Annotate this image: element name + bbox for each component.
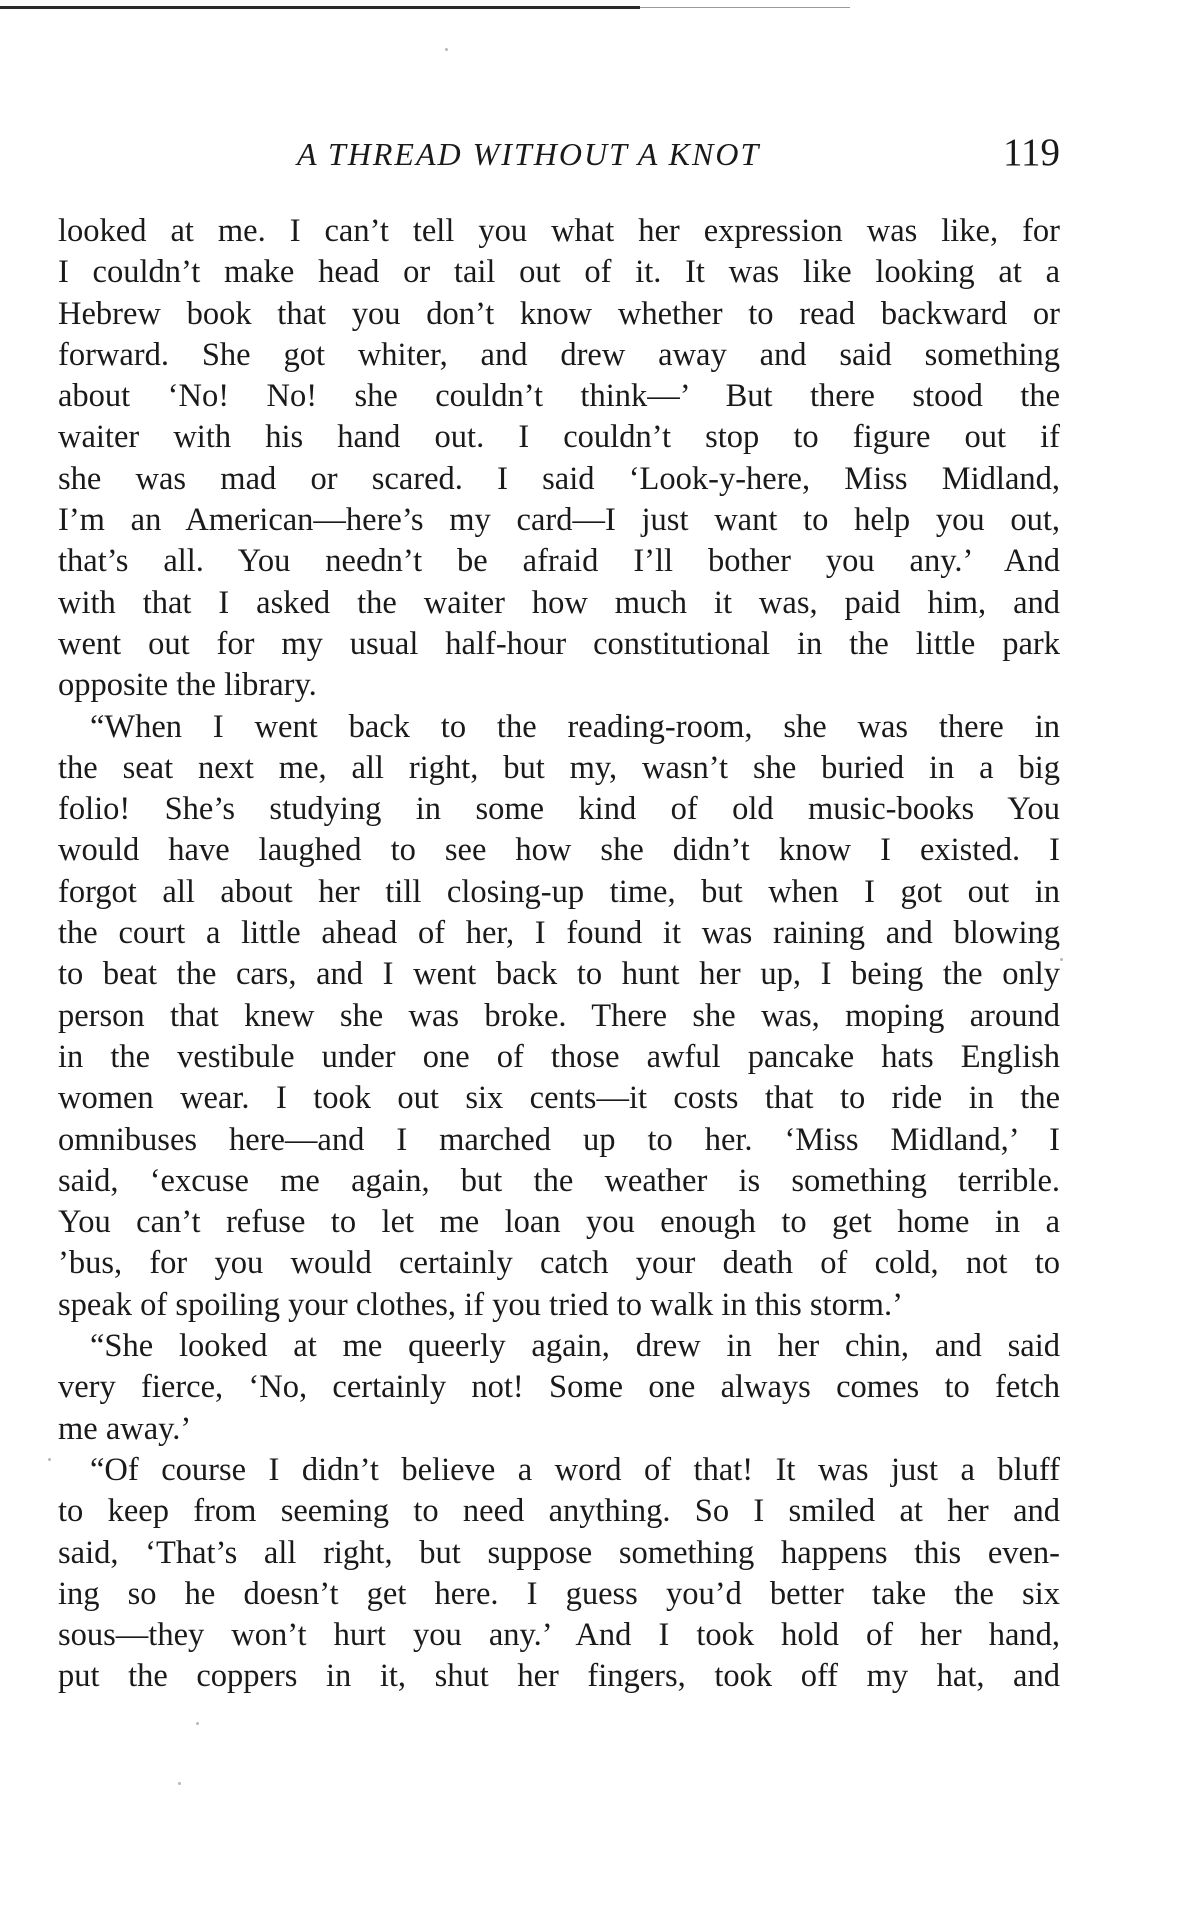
- text-line: she was mad or scared. I said ‘Look-y-here, Miss Midland,: [58, 460, 1060, 497]
- text-line: said, ‘excuse me again, but the weather is something terrible.: [58, 1162, 1060, 1199]
- text-line: looked at me. I can’t tell you what her expression was like, for: [58, 213, 1060, 249]
- text-line: me away.’: [58, 1410, 192, 1447]
- text-line: folio! She’s studying in some kind of old music-books You: [58, 791, 1060, 828]
- paragraph-first-line: “When I went back to the reading-room, she was there in: [90, 708, 1060, 745]
- text-line: I couldn’t make head or tail out of it. It was like looking at a: [58, 254, 1060, 291]
- top-border-rule-thin: [640, 7, 850, 8]
- text-line: to beat the cars, and I went back to hunt her up, I being the only: [58, 956, 1060, 993]
- text-line: with that I asked the waiter how much it was, paid him, and: [58, 584, 1060, 621]
- paragraph-first-line: “Of course I didn’t believe a word of that! It was just a bluff: [90, 1451, 1060, 1488]
- text-line: waiter with his hand out. I couldn’t stop to figure out if: [58, 419, 1060, 456]
- top-border-rule: [0, 6, 640, 9]
- text-line: said, ‘That’s all right, but suppose something happens this even-: [58, 1534, 1060, 1571]
- text-line: put the coppers in it, shut her fingers, took off my hat, and: [58, 1658, 1060, 1695]
- text-line: the court a little ahead of her, I found it was raining and blowing: [58, 915, 1060, 952]
- text-line: women wear. I took out six cents—it costs that to ride in the: [58, 1080, 1060, 1117]
- text-line: speak of spoiling your clothes, if you tried to walk in this storm.’: [58, 1286, 903, 1323]
- text-line: person that knew she was broke. There she was, moping around: [58, 997, 1060, 1034]
- text-line: to keep from seeming to need anything. So I smiled at her and: [58, 1493, 1060, 1530]
- text-line: ing so he doesn’t get here. I guess you’d better take the six: [58, 1575, 1060, 1612]
- text-line: would have laughed to see how she didn’t know I existed. I: [58, 832, 1060, 869]
- text-line: Hebrew book that you don’t know whether to read backward or: [58, 295, 1060, 332]
- running-title: A THREAD WITHOUT A KNOT: [297, 136, 761, 172]
- text-line: forgot all about her till closing-up time, but when I got out in: [58, 873, 1060, 910]
- text-line: about ‘No! No! she couldn’t think—’ But there stood the: [58, 378, 1060, 415]
- text-line: sous—they won’t hurt you any.’ And I took hold of her hand,: [58, 1617, 1060, 1654]
- scan-speck: [1060, 958, 1063, 961]
- running-head: [60, 130, 1060, 180]
- text-line: I’m an American—here’s my card—I just want to help you out,: [58, 502, 1060, 539]
- text-line: ’bus, for you would certainly catch your death of cold, not to: [58, 1245, 1060, 1282]
- text-line: very fierce, ‘No, certainly not! Some one always comes to fetch: [58, 1369, 1060, 1406]
- text-line: in the vestibule under one of those awful pancake hats English: [58, 1038, 1060, 1075]
- text-line: went out for my usual half-hour constitutional in the little park: [58, 625, 1060, 662]
- scan-speck: [48, 1458, 51, 1461]
- text-line: the seat next me, all right, but my, wasn’t she buried in a big: [58, 749, 1060, 786]
- text-line: You can’t refuse to let me loan you enough to get home in a: [58, 1204, 1060, 1241]
- paragraph-first-line: “She looked at me queerly again, drew in her chin, and said: [90, 1328, 1060, 1365]
- scan-speck: [445, 48, 448, 51]
- scan-speck: [178, 1782, 181, 1785]
- page-number: 119: [1002, 131, 1060, 174]
- scan-speck: [196, 1722, 199, 1725]
- text-line: omnibuses here—and I marched up to her. ‘Miss Midland,’ I: [58, 1121, 1060, 1158]
- text-line: that’s all. You needn’t be afraid I’ll bother you any.’ And: [58, 543, 1060, 580]
- text-line: opposite the library.: [58, 667, 317, 704]
- text-line: forward. She got whiter, and drew away and said something: [58, 336, 1060, 373]
- body-text: [58, 211, 1060, 1698]
